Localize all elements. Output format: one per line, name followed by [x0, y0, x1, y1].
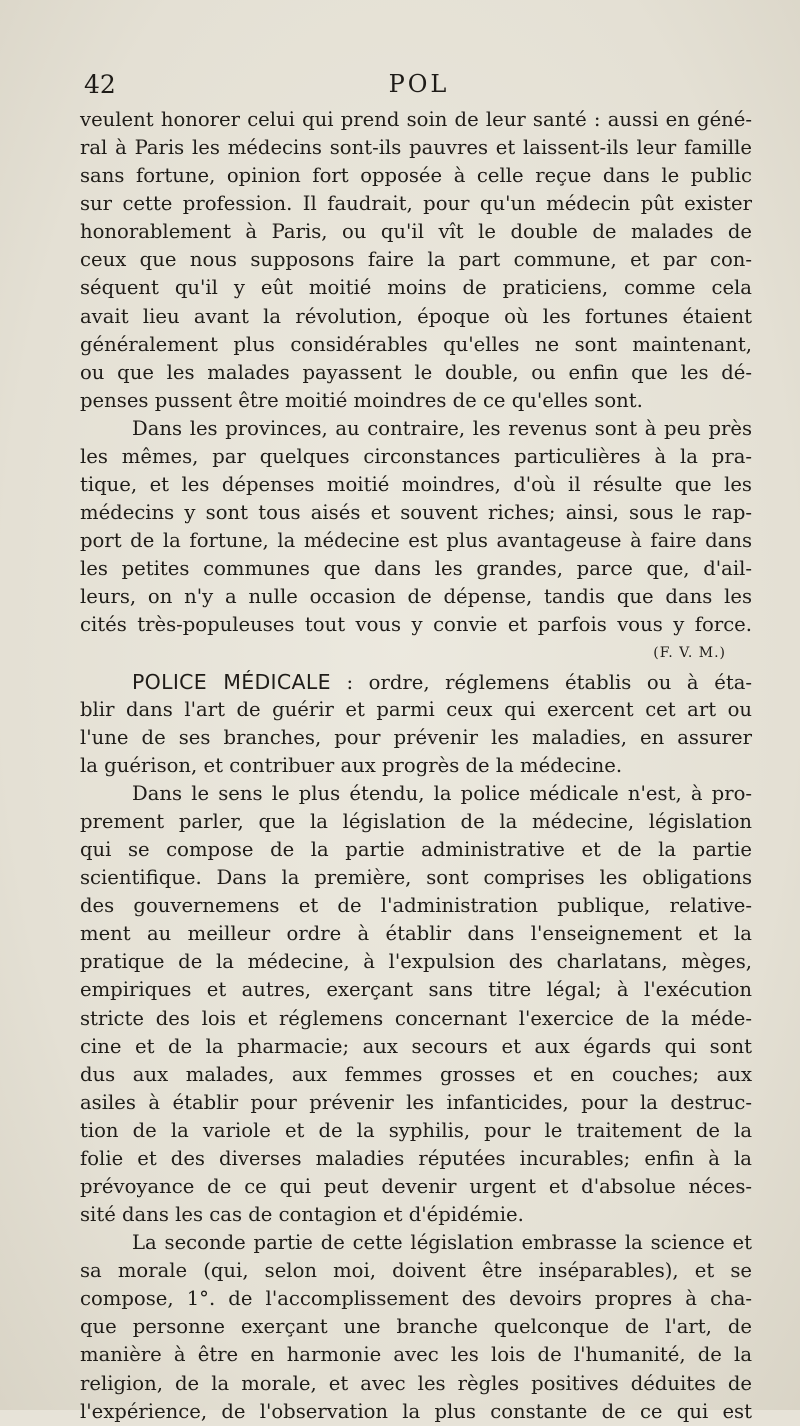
text-line: pratique de la médecine, à l'expulsion des charlatans, mèges,: [80, 950, 752, 974]
text-line: des gouvernemens et de l'administration publique, relative-: [80, 894, 752, 918]
text-line: stricte des lois et réglemens concernant l'exercice de la méde-: [80, 1006, 752, 1030]
text-line: (F. V. M.): [653, 645, 726, 662]
text-line: folie et des diverses maladies réputées incurables; enfin à la: [80, 1146, 752, 1170]
text-line: blir dans l'art de guérir et parmi ceux qui exercent cet art ou: [80, 697, 752, 721]
text-line: médecins y sont tous aisés et souvent riches; ainsi, sous le rap-: [80, 501, 752, 525]
text-line: empiriques et autres, exerçant sans titre légal; à l'exécution: [80, 978, 752, 1002]
text-line: manière à être en harmonie avec les lois de l'humanité, de la: [80, 1343, 752, 1367]
text-line: avait lieu avant la révolution, époque où les fortunes étaient: [80, 304, 752, 328]
text-line: sité dans les cas de contagion et d'épidémie.: [80, 1203, 524, 1227]
text-line: penses pussent être moitié moindres de ce qu'elles sont.: [80, 388, 643, 412]
text-line: dus aux malades, aux femmes grosses et en couches; aux: [80, 1062, 752, 1086]
page-number: 42: [84, 70, 116, 99]
text-line: qui se compose de la partie administrative et de la partie: [80, 838, 752, 862]
text-line: l'une de ses branches, pour prévenir les maladies, en assurer: [80, 725, 752, 749]
text-line: sur cette profession. Il faudrait, pour qu'un médecin pût exister: [80, 192, 752, 216]
text-line: cine et de la pharmacie; aux secours et aux égards qui sont: [80, 1034, 752, 1058]
text-line: sans fortune, opinion fort opposée à celle reçue dans le public: [80, 164, 752, 188]
text-line: prévoyance de ce qui peut devenir urgent et d'absolue néces-: [80, 1174, 752, 1198]
text-line: ceux que nous supposons faire la part commune, et par con-: [80, 248, 752, 272]
text-line: prement parler, que la législation de la médecine, législation: [80, 809, 752, 833]
text-line: tique, et les dépenses moitié moindres, d'où il résulte que les: [80, 473, 752, 497]
text-line: asiles à établir pour prévenir les infanticides, pour la destruc-: [80, 1090, 752, 1114]
text-line: honorablement à Paris, ou qu'il vît le double de malades de: [80, 220, 752, 244]
text-line: La seconde partie de cette législation embrasse la science et: [132, 1231, 752, 1255]
body-text: [80, 106, 752, 1426]
text-line: cités très-populeuses tout vous y convie et parfois vous y force.: [80, 613, 752, 637]
text-line: que personne exerçant une branche quelconque de l'art, de: [80, 1315, 752, 1339]
text-line: ment au meilleur ordre à établir dans l'enseignement et la: [80, 922, 752, 946]
text-line: Dans le sens le plus étendu, la police médicale n'est, à pro-: [132, 781, 752, 805]
text-line: tion de la variole et de la syphilis, pour le traitement de la: [80, 1118, 752, 1142]
text-line: séquent qu'il y eût moitié moins de praticiens, comme cela: [80, 276, 752, 300]
text-line: la guérison, et contribuer aux progrès de la médecine.: [80, 753, 623, 777]
text-line: les mêmes, par quelques circonstances particulières à la pra-: [80, 444, 752, 468]
text-line: scientifique. Dans la première, sont comprises les obligations: [80, 866, 752, 890]
text-line: ou que les malades payassent le double, ou enfin que les dé-: [80, 360, 752, 384]
entry-heading: POLICE MÉDICALE: [132, 669, 331, 694]
text-line: compose, 1°. de l'accomplissement des devoirs propres à cha-: [80, 1287, 752, 1311]
text-line: l'expérience, de l'observation la plus constante de ce qui est: [80, 1399, 752, 1423]
text-line: Dans les provinces, au contraire, les revenus sont à peu près: [132, 416, 752, 440]
page-header: [84, 70, 754, 106]
text-line: les petites communes que dans les grandes, parce que, d'ail-: [80, 557, 752, 581]
text-line: généralement plus considérables qu'elles ne sont maintenant,: [80, 332, 752, 356]
text-line: sa morale (qui, selon moi, doivent être inséparables), et se: [80, 1259, 752, 1283]
running-head: POL: [388, 70, 450, 98]
text-line: religion, de la morale, et avec les règles positives déduites de: [80, 1371, 752, 1395]
text-line: ral à Paris les médecins sont-ils pauvres et laissent-ils leur famille: [80, 136, 752, 160]
text-line: leurs, on n'y a nulle occasion de dépense, tandis que dans les: [80, 585, 752, 609]
text-line: port de la fortune, la médecine est plus avantageuse à faire dans: [80, 529, 752, 553]
text-line: veulent honorer celui qui prend soin de leur santé : aussi en géné-: [80, 108, 752, 131]
text-line: POLICE MÉDICALE : ordre, réglemens établis ou à éta-: [132, 669, 752, 694]
